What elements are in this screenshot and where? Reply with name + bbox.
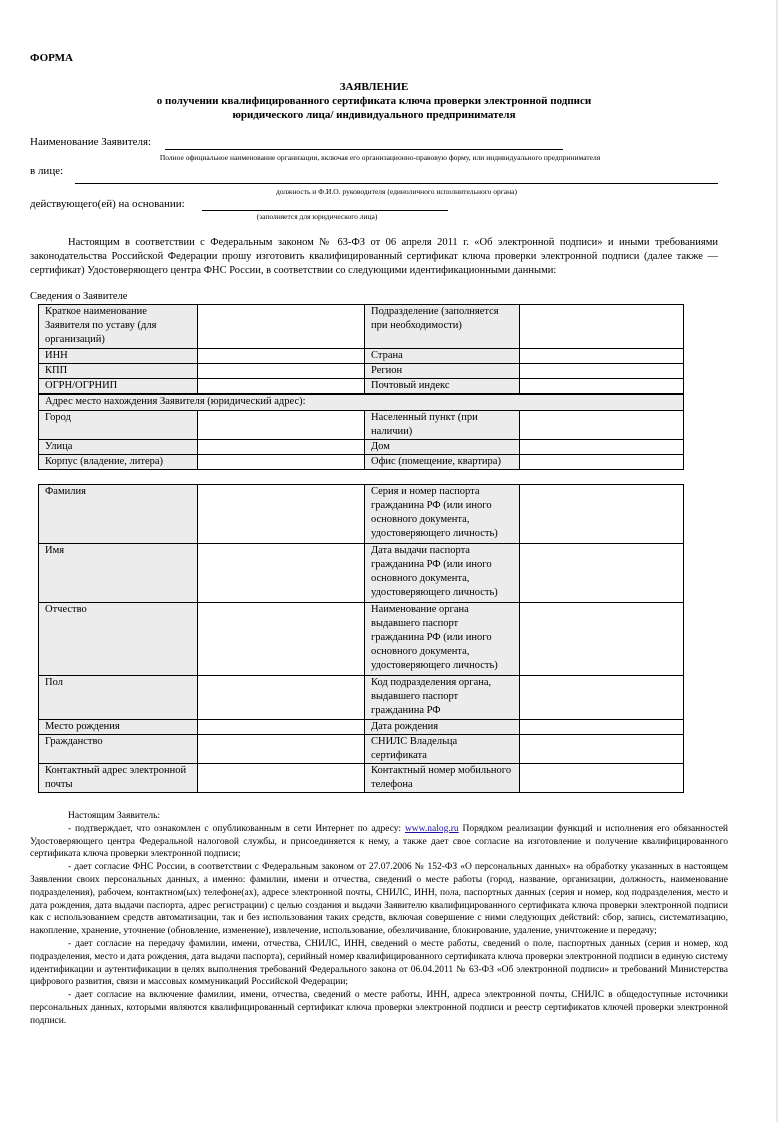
first-name-field[interactable] (198, 544, 365, 603)
applicant-basis-label: действующего(ей) на основании: (30, 198, 185, 210)
snils-label: СНИЛС Владельца сертификата (365, 735, 520, 764)
settlement-field[interactable] (520, 410, 684, 439)
street-field[interactable] (198, 439, 365, 454)
short-name-label: Краткое наименование Заявителя по уставу (для организаций) (39, 305, 198, 349)
snils-field[interactable] (520, 735, 684, 764)
form-label: ФОРМА (30, 52, 73, 64)
birthplace-label: Место рождения (39, 720, 198, 735)
city-label: Город (39, 410, 198, 439)
table-row (39, 676, 684, 720)
first-name-label: Имя (39, 544, 198, 603)
gender-label: Пол (39, 676, 198, 720)
table-row (39, 379, 684, 395)
table-row (39, 305, 684, 349)
consent-paragraph-1 (30, 823, 728, 861)
table-row (39, 735, 684, 764)
consent-paragraph-3: - дает согласие на передачу фамилии, имени, отчества, СНИЛС, ИНН, сведений о месте работы, сведений о поле, паспортных данных (серия и номер, код подразделения, место и дата рождения, дата выдачи паспорта), серийный номер квалифицированного сертификата ключа проверки электронной подписи в единую систему идентификации и аутентификации в целях выполнения требований Федерального закона от 06.04.2011 № 63-ФЗ «Об электронной подписи» и требований Министерства цифрового развития, связи и массовых коммуникаций Российской Федерации; (30, 938, 728, 988)
region-label: Регион (365, 364, 520, 379)
table-row (39, 764, 684, 793)
document-subtitle-2: юридического лица/ индивидуального предпринимателя (232, 109, 516, 121)
applicant-face-label: в лице: (30, 165, 64, 177)
email-label: Контактный адрес электронной почты (39, 764, 198, 793)
table-row (39, 349, 684, 364)
house-field[interactable] (520, 439, 684, 454)
passport-issue-date-label: Дата выдачи паспорта гражданина РФ (или иного основного документа, удостоверяющего личность) (365, 544, 520, 603)
nalog-link[interactable]: www.nalog.ru (404, 823, 459, 834)
gender-field[interactable] (198, 676, 365, 720)
passport-issuer-label: Наименование органа выдавшего паспорт гражданина РФ (или иного основного документа, удостоверяющего личность) (365, 603, 520, 676)
postal-code-label: Почтовый индекс (365, 379, 520, 395)
table-row (39, 544, 684, 603)
building-label: Корпус (владение, литера) (39, 454, 198, 469)
table-row (39, 410, 684, 439)
table-row (39, 364, 684, 379)
citizenship-field[interactable] (198, 735, 365, 764)
intro-paragraph: Настоящим в соответствии с Федеральным законом № 63-ФЗ от 06 апреля 2011 г. «Об электронной подписи» и иными требованиями законодательства Российской Федерации прошу изготовить квалифицированный сертификат ключа проверки электронной подписи (далее также — сертификат) Удостоверяющего центра ФНС России, в соответствии со следующими идентификационными данными: (30, 237, 718, 276)
section-label: Сведения о Заявителе (30, 291, 128, 302)
citizenship-label: Гражданство (39, 735, 198, 764)
passport-issuer-field[interactable] (520, 603, 684, 676)
ogrn-field[interactable] (198, 379, 365, 395)
country-label: Страна (365, 349, 520, 364)
applicant-name-hint: Полное официальное наименование организации, включая его организационно-правовую форму, или индивидуального предпринимателя (159, 153, 601, 162)
city-field[interactable] (198, 410, 365, 439)
ogrn-label: ОГРН/ОГРНИП (39, 379, 198, 395)
postal-code-field[interactable] (520, 379, 684, 395)
phone-label: Контактный номер мобильного телефона (365, 764, 520, 793)
applicant-info-table (38, 304, 684, 470)
passport-number-label: Серия и номер паспорта гражданина РФ (или иного основного документа, удостоверяющего личность) (365, 485, 520, 544)
passport-issue-date-field[interactable] (520, 544, 684, 603)
office-label: Офис (помещение, квартира) (365, 454, 520, 469)
building-field[interactable] (198, 454, 365, 469)
inn-field[interactable] (198, 349, 365, 364)
table-row (39, 439, 684, 454)
kpp-label: КПП (39, 364, 198, 379)
inn-label: ИНН (39, 349, 198, 364)
document-subtitle-1: о получении квалифицированного сертификата ключа проверки электронной подписи (156, 95, 592, 107)
applicant-basis-line[interactable] (202, 210, 448, 211)
table-row (39, 485, 684, 544)
issuer-code-label: Код подразделения органа, выдавшего паспорт гражданина РФ (365, 676, 520, 720)
applicant-face-hint: должность и Ф.И.О. руководителя (единоличного исполнительного органа) (276, 187, 517, 196)
office-field[interactable] (520, 454, 684, 469)
consent-paragraph-2: - дает согласие ФНС России, в соответствии с Федеральным законом от 27.07.2006 № 152-ФЗ «О персональных данных» на обработку указанных в настоящем Заявлении своих персональных данных, а именно: фамилии, имени и отчества, сведений о месте работы (город, название, организации, должность, наименование подразделения), рабочем, контактном(ых) телефоне(ах), адресе электронной почты, СНИЛС, ИНН, пола, паспортных данных (серия и номер, код подразделения, место и дата рождения, дата выдачи паспорта, адрес регистрации) с целью создания и выдачи Заявителю квалифицированного сертификата ключа проверки электронной подписи как с использованием средств автоматизации, так и без использования таких средств, включая совершение с ними следующих действий: сбор, запись, систематизацию, накопление, хранение, уточнение (обновление, изменение), извлечение, использование, обезличивание, блокирование, удаление, уничтожение и передачу; (30, 862, 728, 937)
patronymic-field[interactable] (198, 603, 365, 676)
email-field[interactable] (198, 764, 365, 793)
surname-label: Фамилия (39, 485, 198, 544)
applicant-basis-hint: (заполняется для юридического лица) (256, 212, 378, 221)
applicant-name-label: Наименование Заявителя: (30, 136, 152, 148)
birthdate-field[interactable] (520, 720, 684, 735)
birthplace-field[interactable] (198, 720, 365, 735)
kpp-field[interactable] (198, 364, 365, 379)
department-label: Подразделение (заполняется при необходимости) (365, 305, 520, 349)
consent-paragraph-4: - дает согласие на включение фамилии, имени, отчества, сведений о месте работы, ИНН, адреса электронной почты, СНИЛС в общедоступные источники персональных данных, которыми являются квалифицированный сертификат ключа проверки электронной подписи и реестр сертификатов ключей проверки электронной подписи. (30, 990, 728, 1026)
title-block (30, 80, 718, 122)
person-info-table (38, 484, 684, 793)
settlement-label: Населенный пункт (при наличии) (365, 410, 520, 439)
issuer-code-field[interactable] (520, 676, 684, 720)
applicant-name-line[interactable] (165, 149, 563, 150)
short-name-field[interactable] (198, 305, 365, 349)
passport-number-field[interactable] (520, 485, 684, 544)
consent-p1-after: Порядком реализации функций и исполнения его обязанностей Удостоверяющего центра Федеральной налоговой службы, и присоединяется к нему, а также дает свое согласие на изготовление и получение квалифицированного сертификата ключа проверки электронной подписи; (30, 823, 728, 860)
consent-lead: Настоящим Заявитель: (68, 811, 161, 821)
consent-section (30, 810, 728, 1028)
consent-p1-before: - подтверждает, что ознакомлен с опубликованным в сети Интернет по адресу: (68, 823, 405, 834)
country-field[interactable] (520, 349, 684, 364)
region-field[interactable] (520, 364, 684, 379)
birthdate-label: Дата рождения (365, 720, 520, 735)
document-title: ЗАЯВЛЕНИЕ (339, 81, 409, 93)
applicant-face-line[interactable] (75, 183, 718, 184)
table-row (39, 720, 684, 735)
table-row (39, 454, 684, 469)
address-header: Адрес место нахождения Заявителя (юридический адрес): (39, 394, 684, 410)
table-row (39, 603, 684, 676)
house-label: Дом (365, 439, 520, 454)
table-row (39, 394, 684, 410)
patronymic-label: Отчество (39, 603, 198, 676)
street-label: Улица (39, 439, 198, 454)
phone-field[interactable] (520, 764, 684, 793)
department-field[interactable] (520, 305, 684, 349)
surname-field[interactable] (198, 485, 365, 544)
